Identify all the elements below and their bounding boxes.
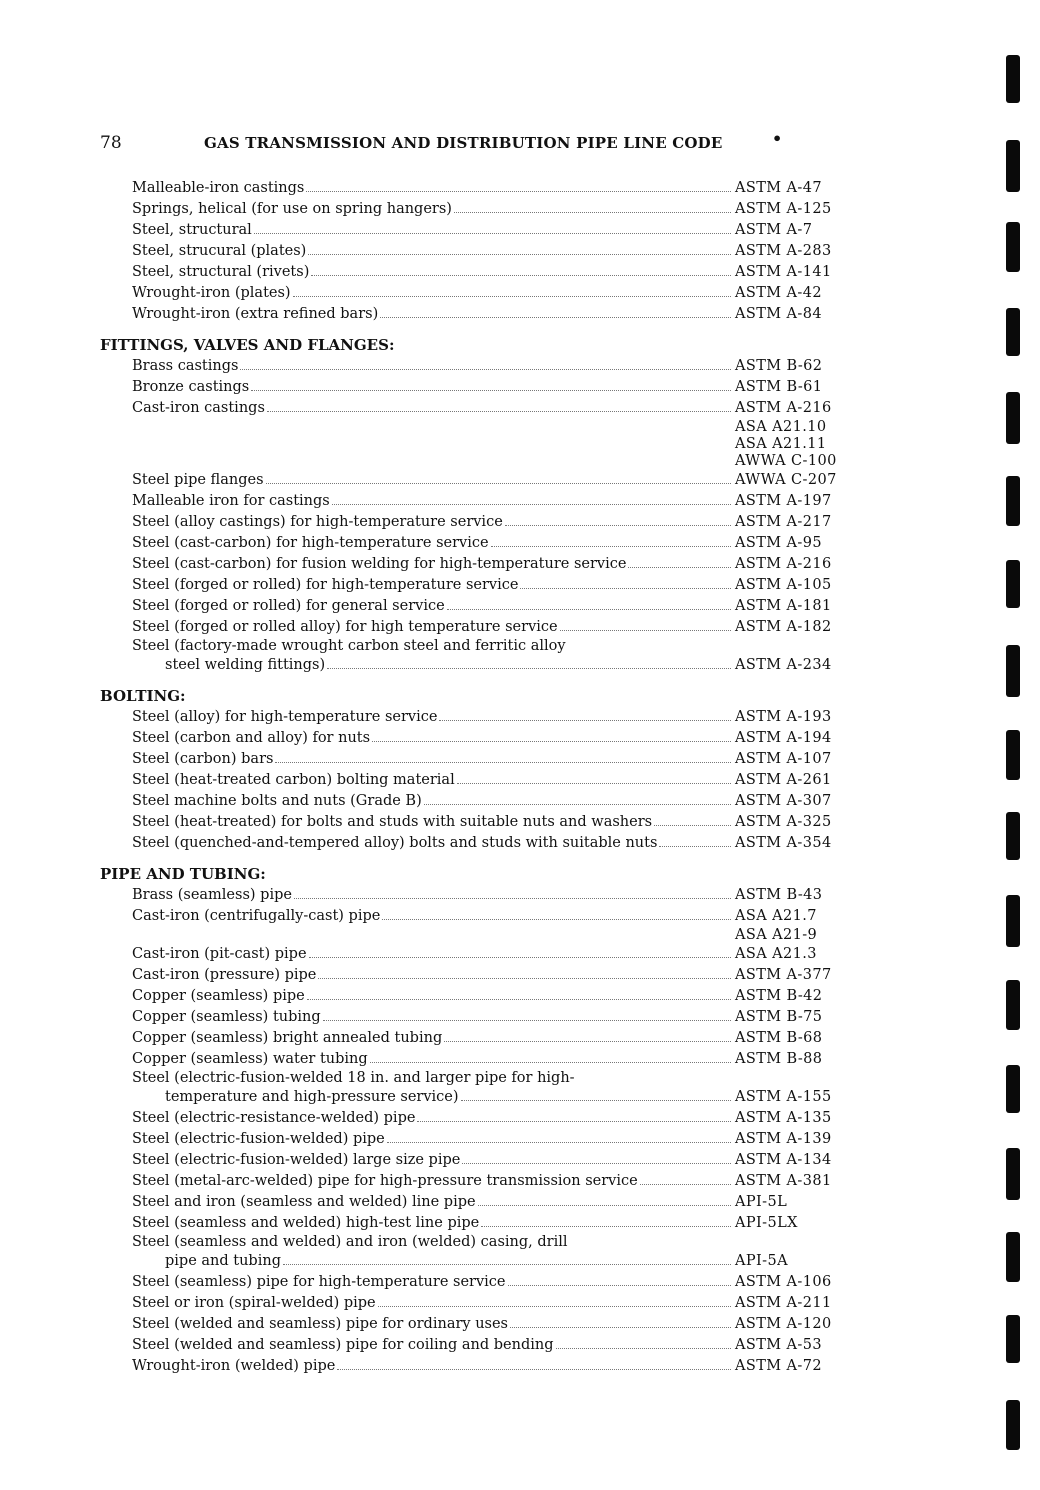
- spec-entry: [100, 470, 860, 491]
- entry-line: [100, 885, 860, 906]
- material-name: Steel, strucural (plates): [132, 243, 307, 259]
- material-name: Steel machine bolts and nuts (Grade B): [132, 793, 422, 809]
- leader-dots: [293, 296, 731, 297]
- leader-dots: [380, 317, 731, 318]
- leader-dots: [481, 1226, 731, 1227]
- leader-dots: [439, 720, 731, 721]
- material-name: Springs, helical (for use on spring hangers): [132, 201, 452, 217]
- section-heading: FITTINGS, VALVES AND FLANGES:: [100, 336, 395, 354]
- edge-mark: [1006, 1148, 1020, 1200]
- material-name: Malleable iron for castings: [132, 493, 330, 509]
- standard-code: ASTM A-193: [735, 709, 832, 725]
- section-heading: PIPE AND TUBING:: [100, 865, 266, 883]
- entry-line: [100, 1070, 860, 1087]
- entry-line: [100, 1192, 860, 1213]
- edge-mark: [1006, 1315, 1020, 1363]
- leader-dots: [267, 411, 731, 412]
- entry-line: [100, 283, 860, 304]
- material-name: Copper (seamless) tubing: [132, 1009, 321, 1025]
- standard-code: ASTM A-47: [735, 180, 822, 196]
- spec-entry: [100, 1171, 860, 1192]
- material-name: Steel pipe flanges: [132, 472, 264, 488]
- section-heading: BOLTING:: [100, 687, 186, 705]
- spec-entry: [100, 617, 860, 638]
- spec-entry: [100, 833, 860, 854]
- leader-dots: [508, 1285, 731, 1286]
- material-name: Steel, structural (rivets): [132, 264, 310, 280]
- entry-line: [100, 533, 860, 554]
- standard-code: ASTM A-381: [735, 1173, 832, 1189]
- spec-entry: [100, 1049, 860, 1070]
- standard-code: ASTM A-182: [735, 619, 832, 635]
- spec-entry: [100, 220, 860, 241]
- edge-mark: [1006, 730, 1020, 780]
- entry-line: [100, 986, 860, 1007]
- spec-entry: [100, 986, 860, 1007]
- spec-entry: [100, 575, 860, 596]
- edge-mark: [1006, 980, 1020, 1030]
- leader-dots: [478, 1205, 731, 1206]
- edge-mark: [1006, 1400, 1020, 1450]
- material-name: Cast-iron (centrifugally-cast) pipe: [132, 908, 381, 924]
- material-name: Steel (quenched-and-tempered alloy) bolts and studs with suitable nuts: [132, 835, 658, 851]
- leader-dots: [311, 275, 731, 276]
- spec-entry: [100, 491, 860, 512]
- spec-entry: [100, 1192, 860, 1213]
- standard-code: ASTM A-53: [735, 1337, 822, 1353]
- edge-mark: [1006, 1232, 1020, 1282]
- leader-dots: [332, 504, 731, 505]
- spec-entry: [100, 533, 860, 554]
- spec-entry: [100, 596, 860, 617]
- entry-line: [100, 1213, 860, 1234]
- spec-entry: [100, 1028, 860, 1049]
- entry-line: [100, 749, 860, 770]
- leader-dots: [457, 783, 731, 784]
- standard-code: ASTM A-105: [735, 577, 832, 593]
- entry-line: [100, 241, 860, 262]
- leader-dots: [654, 825, 731, 826]
- spec-entry: [100, 638, 860, 676]
- entry-line: [100, 1356, 860, 1377]
- edge-mark: [1006, 308, 1020, 356]
- entry-line: [100, 655, 860, 676]
- leader-dots: [323, 1020, 731, 1021]
- entry-line: [100, 1028, 860, 1049]
- edge-mark: [1006, 476, 1020, 526]
- standard-code: AWWA C-207: [735, 472, 837, 488]
- entry-line: [100, 1007, 860, 1028]
- material-name: Steel (heat-treated) for bolts and studs with suitable nuts and washers: [132, 814, 653, 830]
- material-name: Brass (seamless) pipe: [132, 887, 292, 903]
- page-header: [100, 129, 800, 157]
- standard-code: ASA A21.3: [735, 946, 817, 962]
- section-gap: [100, 676, 860, 686]
- material-name: Steel (seamless and welded) high-test line pipe: [132, 1215, 480, 1231]
- leader-dots: [454, 212, 731, 213]
- material-name: Steel (forged or rolled alloy) for high temperature service: [132, 619, 558, 635]
- entry-line: [100, 512, 860, 533]
- edge-mark: [1006, 645, 1020, 697]
- spec-entry: [100, 178, 860, 199]
- material-name: Steel (metal-arc-welded) pipe for high-pressure transmission service: [132, 1173, 638, 1189]
- standard-code: ASTM A-139: [735, 1131, 832, 1147]
- entry-line: [100, 220, 860, 241]
- running-title: GAS TRANSMISSION AND DISTRIBUTION PIPE LINE CODE: [204, 134, 723, 152]
- standard-code: ASTM A-135: [735, 1110, 832, 1126]
- material-name: Steel (seamless and welded) and iron (welded) casing, drill: [132, 1234, 568, 1250]
- entry-line: [100, 262, 860, 283]
- entry-line: [100, 1234, 860, 1251]
- leader-dots: [378, 1306, 731, 1307]
- spec-entry: [100, 728, 860, 749]
- material-name: Cast-iron (pressure) pipe: [132, 967, 317, 983]
- entry-line: [100, 398, 860, 419]
- entry-line: [100, 728, 860, 749]
- standard-code: ASTM A-84: [735, 306, 822, 322]
- leader-dots: [640, 1184, 731, 1185]
- standard-code: ASTM A-325: [735, 814, 832, 830]
- leader-dots: [327, 668, 731, 669]
- entry-line: [100, 1150, 860, 1171]
- leader-dots: [382, 919, 731, 920]
- standard-code: ASTM A-181: [735, 598, 832, 614]
- leader-dots: [628, 567, 731, 568]
- standard-code: ASTM A-155: [735, 1089, 832, 1105]
- spec-entry: [100, 707, 860, 728]
- standard-code: API-5LX: [735, 1215, 798, 1231]
- material-name: Copper (seamless) water tubing: [132, 1051, 368, 1067]
- material-name: Steel (electric-fusion-welded 18 in. and larger pipe for high-: [132, 1070, 575, 1086]
- leader-dots: [424, 804, 731, 805]
- entry-line: [100, 1129, 860, 1150]
- standard-code: ASTM A-354: [735, 835, 832, 851]
- leader-dots: [447, 609, 731, 610]
- edge-mark: [1006, 140, 1020, 192]
- specification-list: [100, 178, 860, 1377]
- entry-line: [100, 1251, 860, 1272]
- leader-dots: [266, 483, 731, 484]
- standard-code: ASA A21.7: [735, 908, 817, 924]
- leader-dots: [444, 1041, 731, 1042]
- material-name-continued: temperature and high-pressure service): [165, 1089, 459, 1105]
- edge-mark: [1006, 1065, 1020, 1113]
- entry-line: [100, 638, 860, 655]
- spec-entry: [100, 1272, 860, 1293]
- spec-entry: [100, 944, 860, 965]
- standard-code: API-5L: [735, 1194, 788, 1210]
- entry-line: [100, 1171, 860, 1192]
- spec-entry: [100, 199, 860, 220]
- entry-line: [100, 554, 860, 575]
- standard-code: ASTM A-120: [735, 1316, 832, 1332]
- standard-code: ASTM B-42: [735, 988, 823, 1004]
- edge-mark: [1006, 560, 1020, 608]
- spec-entry: [100, 1314, 860, 1335]
- leader-dots: [491, 546, 731, 547]
- leader-dots: [294, 898, 731, 899]
- entry-line: [100, 178, 860, 199]
- standard-code: API-5A: [735, 1253, 788, 1269]
- spec-entry: [100, 1108, 860, 1129]
- leader-dots: [254, 233, 731, 234]
- material-name: Steel (factory-made wrought carbon steel and ferritic alloy: [132, 638, 566, 654]
- entry-line: [100, 356, 860, 377]
- material-name-continued: steel welding fittings): [165, 657, 326, 673]
- material-name: Steel (welded and seamless) pipe for ordinary uses: [132, 1316, 508, 1332]
- section: [100, 676, 860, 854]
- standard-code: ASTM A-42: [735, 285, 822, 301]
- leader-dots: [520, 588, 731, 589]
- edge-mark: [1006, 55, 1020, 103]
- entry-line: [100, 596, 860, 617]
- entry-line: [100, 575, 860, 596]
- leader-dots: [306, 191, 731, 192]
- material-name: Steel, structural: [132, 222, 252, 238]
- header-dot: •: [772, 129, 783, 148]
- entry-line: [100, 377, 860, 398]
- entry-line: [100, 304, 860, 325]
- spec-entry: [100, 770, 860, 791]
- spec-entry: [100, 885, 860, 906]
- entry-line: [100, 1108, 860, 1129]
- spec-entry: [100, 906, 860, 944]
- entry-line: [100, 906, 860, 927]
- spec-entry: [100, 812, 860, 833]
- standard-code: ASTM A-106: [735, 1274, 832, 1290]
- standard-code: ASTM B-61: [735, 379, 823, 395]
- leader-dots: [461, 1100, 731, 1101]
- entry-line: [100, 1314, 860, 1335]
- material-name: Steel (alloy) for high-temperature service: [132, 709, 438, 725]
- material-name: Wrought-iron (plates): [132, 285, 291, 301]
- material-name: Wrought-iron (welded) pipe: [132, 1358, 336, 1374]
- material-name: Wrought-iron (extra refined bars): [132, 306, 379, 322]
- entry-line: [100, 1293, 860, 1314]
- spec-entry: [100, 749, 860, 770]
- edge-mark: [1006, 392, 1020, 444]
- spec-entry: [100, 1335, 860, 1356]
- material-name: Steel and iron (seamless and welded) line pipe: [132, 1194, 476, 1210]
- standard-code: ASTM A-72: [735, 1358, 822, 1374]
- section: [100, 854, 860, 1377]
- scan-edge-marks: [1006, 0, 1036, 1490]
- standard-code: ASTM A-197: [735, 493, 832, 509]
- entry-line: [100, 199, 860, 220]
- standard-code: ASTM B-68: [735, 1030, 823, 1046]
- standard-code: ASTM B-62: [735, 358, 823, 374]
- standard-code: ASTM A-211: [735, 1295, 832, 1311]
- standard-code: ASTM A-216: [735, 400, 832, 416]
- material-name: Steel (electric-fusion-welded) pipe: [132, 1131, 385, 1147]
- leader-dots: [462, 1163, 731, 1164]
- standard-code: ASTM B-43: [735, 887, 823, 903]
- material-name: Brass castings: [132, 358, 239, 374]
- spec-entry: [100, 1356, 860, 1377]
- leader-dots: [556, 1348, 731, 1349]
- spec-entry: [100, 512, 860, 533]
- standard-code: ASTM A-7: [735, 222, 813, 238]
- standard-code: ASTM A-125: [735, 201, 832, 217]
- leader-dots: [307, 999, 731, 1000]
- leader-dots: [510, 1327, 731, 1328]
- standard-code: ASTM A-234: [735, 657, 832, 673]
- leader-dots: [318, 978, 731, 979]
- section: [100, 325, 860, 676]
- material-name: Bronze castings: [132, 379, 250, 395]
- entry-line: [100, 944, 860, 965]
- material-name: Steel (forged or rolled) for general service: [132, 598, 445, 614]
- material-name: Steel (carbon) bars: [132, 751, 274, 767]
- spec-entry: [100, 1234, 860, 1272]
- material-name: Cast-iron castings: [132, 400, 265, 416]
- standard-code: ASTM A-217: [735, 514, 832, 530]
- entry-line: [100, 470, 860, 491]
- entry-line: [100, 833, 860, 854]
- entry-line: [100, 1087, 860, 1108]
- leader-dots: [308, 254, 731, 255]
- spec-entry: [100, 262, 860, 283]
- spec-entry: [100, 1293, 860, 1314]
- section: [100, 178, 860, 325]
- entry-line: [100, 707, 860, 728]
- entry-line: [100, 812, 860, 833]
- material-name: Steel (seamless) pipe for high-temperature service: [132, 1274, 506, 1290]
- standard-code: ASTM A-377: [735, 967, 832, 983]
- spec-entry: [100, 1213, 860, 1234]
- leader-dots: [387, 1142, 731, 1143]
- spec-entry: [100, 965, 860, 986]
- leader-dots: [283, 1264, 731, 1265]
- spec-entry: [100, 377, 860, 398]
- leader-dots: [309, 957, 731, 958]
- spec-entry: [100, 241, 860, 262]
- entry-line: [100, 770, 860, 791]
- section-gap: [100, 854, 860, 864]
- leader-dots: [275, 762, 731, 763]
- edge-mark: [1006, 812, 1020, 860]
- material-name: Steel (cast-carbon) for fusion welding for high-temperature service: [132, 556, 627, 572]
- material-name: Steel (welded and seamless) pipe for coiling and bending: [132, 1337, 554, 1353]
- leader-dots: [505, 525, 731, 526]
- spec-entry: [100, 356, 860, 377]
- edge-mark: [1006, 895, 1020, 947]
- leader-dots: [372, 741, 731, 742]
- material-name: Steel or iron (spiral-welded) pipe: [132, 1295, 376, 1311]
- material-name: Steel (alloy castings) for high-temperature service: [132, 514, 503, 530]
- section-gap: [100, 325, 860, 335]
- standard-code: ASTM A-194: [735, 730, 832, 746]
- spec-entry: [100, 283, 860, 304]
- material-name-continued: pipe and tubing: [165, 1253, 281, 1269]
- material-name: Steel (heat-treated carbon) bolting material: [132, 772, 455, 788]
- spec-entry: [100, 1150, 860, 1171]
- spec-entry: [100, 304, 860, 325]
- entry-line: [100, 617, 860, 638]
- standard-code: ASTM A-283: [735, 243, 832, 259]
- standard-code-additional: ASA A21.11: [735, 436, 827, 452]
- spec-entry: [100, 1070, 860, 1108]
- entry-line: [100, 965, 860, 986]
- leader-dots: [240, 369, 731, 370]
- material-name: Copper (seamless) bright annealed tubing: [132, 1030, 443, 1046]
- standard-code-additional: ASA A21.10: [735, 419, 827, 435]
- material-name: Steel (electric-fusion-welded) large size pipe: [132, 1152, 461, 1168]
- entry-line: [100, 491, 860, 512]
- standard-code: ASTM A-261: [735, 772, 832, 788]
- edge-mark: [1006, 222, 1020, 272]
- standard-code: ASTM A-307: [735, 793, 832, 809]
- entry-line: [100, 791, 860, 812]
- spec-entry: [100, 1129, 860, 1150]
- page-number: 78: [100, 133, 122, 153]
- spec-entry: [100, 398, 860, 470]
- standard-code: ASTM B-88: [735, 1051, 823, 1067]
- leader-dots: [560, 630, 731, 631]
- entry-line: [100, 1335, 860, 1356]
- leader-dots: [417, 1121, 731, 1122]
- material-name: Steel (carbon and alloy) for nuts: [132, 730, 371, 746]
- spec-entry: [100, 791, 860, 812]
- material-name: Cast-iron (pit-cast) pipe: [132, 946, 307, 962]
- leader-dots: [251, 390, 731, 391]
- standard-code: ASTM A-107: [735, 751, 832, 767]
- material-name: Copper (seamless) pipe: [132, 988, 305, 1004]
- standard-code-additional: ASA A21-9: [735, 927, 818, 943]
- material-name: Steel (forged or rolled) for high-temperature service: [132, 577, 519, 593]
- standard-code: ASTM A-95: [735, 535, 822, 551]
- material-name: Steel (cast-carbon) for high-temperature service: [132, 535, 489, 551]
- entry-line: [100, 1049, 860, 1070]
- leader-dots: [659, 846, 731, 847]
- standard-code: ASTM B-75: [735, 1009, 823, 1025]
- standard-code-additional: AWWA C-100: [735, 453, 837, 469]
- material-name: Malleable-iron castings: [132, 180, 305, 196]
- standard-code: ASTM A-216: [735, 556, 832, 572]
- leader-dots: [370, 1062, 731, 1063]
- standard-code: ASTM A-141: [735, 264, 832, 280]
- spec-entry: [100, 554, 860, 575]
- spec-entry: [100, 1007, 860, 1028]
- entry-line: [100, 1272, 860, 1293]
- standard-code: ASTM A-134: [735, 1152, 832, 1168]
- material-name: Steel (electric-resistance-welded) pipe: [132, 1110, 416, 1126]
- leader-dots: [337, 1369, 731, 1370]
